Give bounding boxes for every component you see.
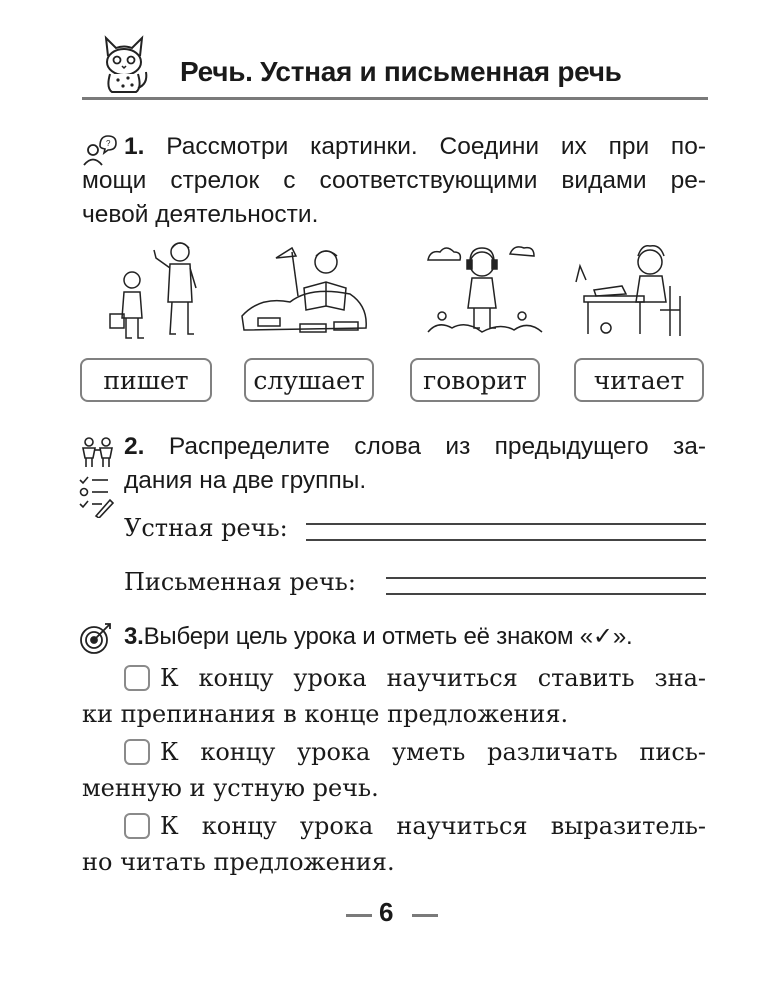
- speaking-person-icon: [82, 134, 118, 166]
- task2-text-line1: [124, 430, 706, 464]
- page-number-dash-left: [346, 914, 372, 917]
- goal-option-line1: К концу урока научиться ставить зна-: [160, 664, 706, 692]
- goal-checkbox[interactable]: [124, 813, 150, 839]
- goal-option-line1: К концу урока уметь различать пись-: [160, 738, 706, 766]
- task1-text-line3: чевой деятельности.: [82, 201, 319, 228]
- written-speech-label: Письменная речь:: [124, 568, 356, 596]
- goal-option-line2: но читать предложения.: [82, 848, 395, 876]
- goal-option-line1: К концу урока научиться выразитель-: [160, 812, 706, 840]
- svg-text:?: ?: [106, 139, 111, 148]
- written-speech-answer-line[interactable]: [386, 593, 706, 595]
- oral-speech-label: Устная речь:: [124, 514, 288, 542]
- page-number-dash-right: [412, 914, 438, 917]
- goal-option-line2: менную и устную речь.: [82, 774, 379, 802]
- word-box-writes[interactable]: пишет: [80, 358, 212, 402]
- boy-with-headphones-picture: [418, 236, 548, 346]
- goal-checkbox[interactable]: [124, 739, 150, 765]
- page-number: 6: [379, 897, 394, 927]
- task2-text-line1-rest: Распределите слова из предыдущего за-: [168, 433, 707, 460]
- boy-writing-at-desk-picture: [570, 236, 700, 346]
- boy-reading-book-picture: [240, 236, 370, 346]
- teacher-and-pupil-picture: [96, 236, 226, 346]
- task1-text-line2: мощи стрелок с соответствующими видами ре-: [82, 167, 706, 194]
- written-speech-answer-line[interactable]: [386, 577, 706, 579]
- goal-option-line2: ки препинания в конце предложения.: [82, 700, 569, 728]
- page-title: Речь. Устная и письменная речь: [180, 56, 622, 87]
- task1-text-line1-rest: Рассмотри картинки. Соедини их при по-: [166, 133, 706, 160]
- word-box-reads[interactable]: читает: [574, 358, 704, 402]
- word-box-speaks[interactable]: говорит: [410, 358, 540, 402]
- checklist-icon: [78, 474, 114, 518]
- goal-checkbox[interactable]: [124, 665, 150, 691]
- header-divider: [82, 97, 708, 100]
- oral-speech-answer-line[interactable]: [306, 539, 706, 541]
- target-icon: [78, 620, 114, 656]
- cat-icon: [96, 32, 152, 94]
- task2-text-line2: дания на две группы.: [124, 467, 367, 494]
- task1-text-line1: [124, 130, 706, 164]
- task3-number: 3.: [124, 623, 144, 650]
- word-box-listens[interactable]: слушает: [244, 358, 374, 402]
- task3-text: [124, 620, 632, 654]
- pair-work-icon: [78, 434, 118, 468]
- task3-text-rest: Выбери цель урока и отметь её знаком «✓».: [143, 623, 633, 650]
- task1-number: 1.: [124, 133, 145, 160]
- oral-speech-answer-line[interactable]: [306, 523, 706, 525]
- task2-number: 2.: [124, 433, 145, 460]
